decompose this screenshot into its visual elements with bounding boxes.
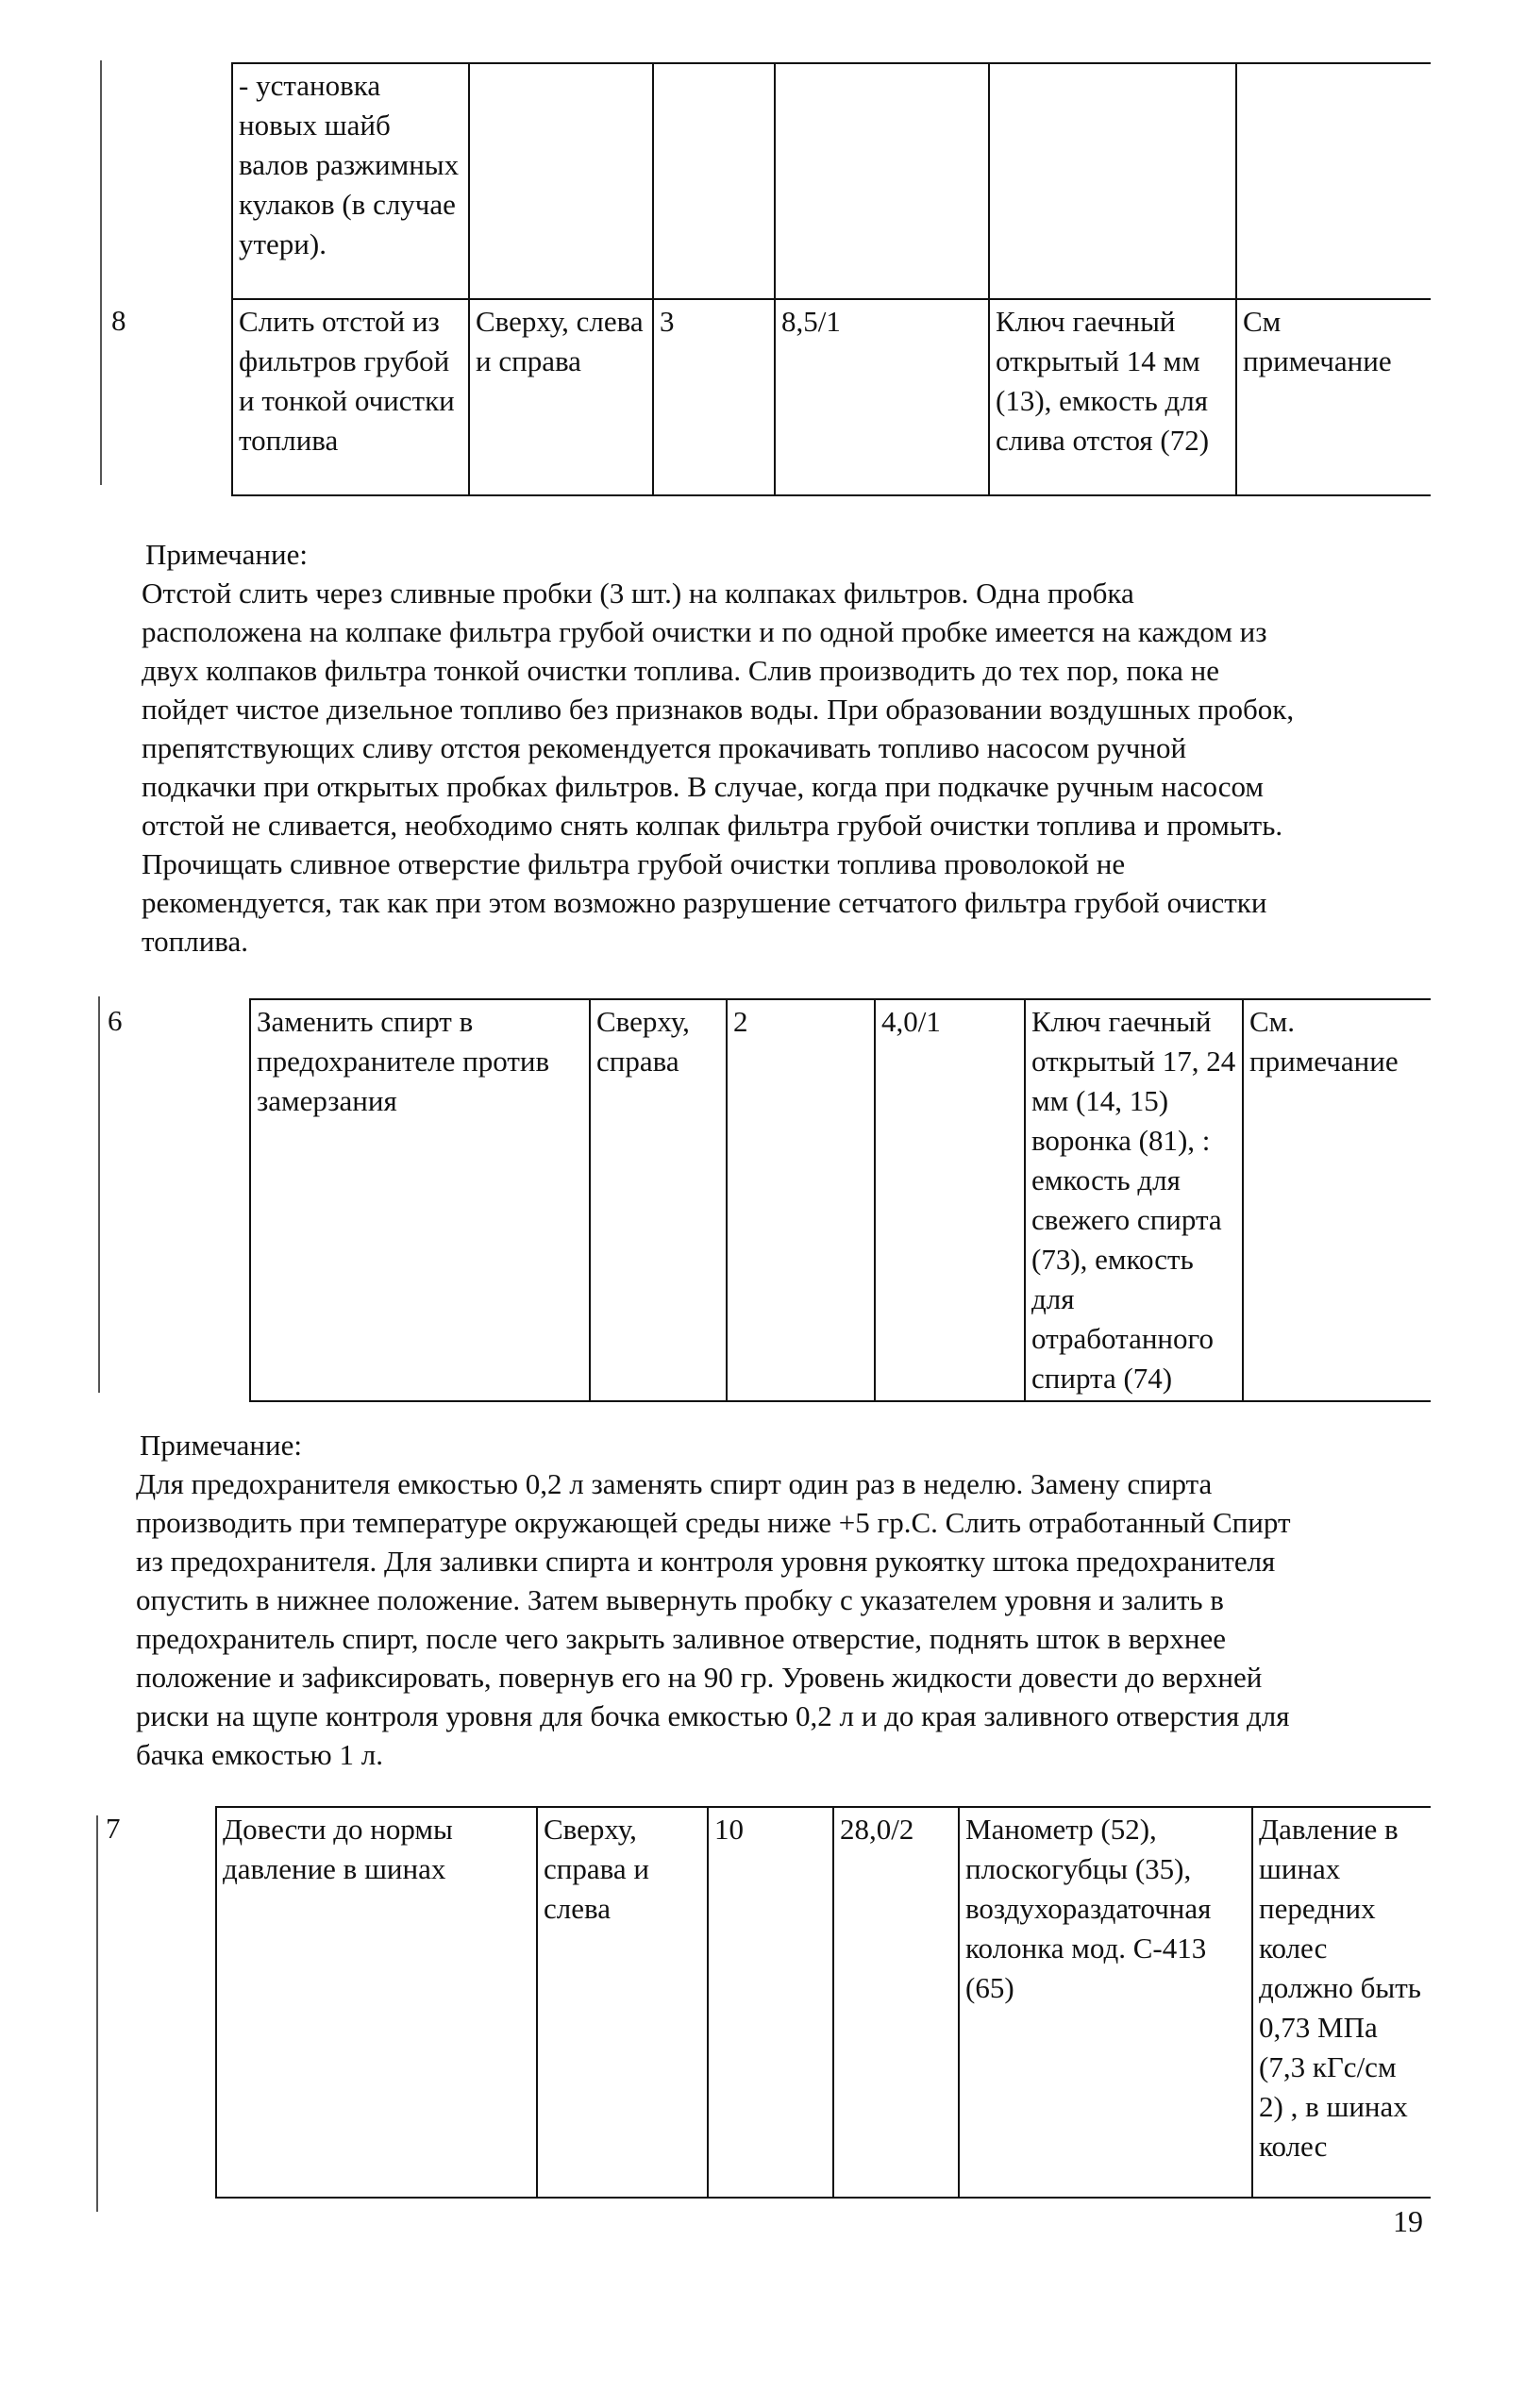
table-row — [94, 999, 1431, 1401]
note-line: отстой не сливается, необходимо снять колпак фильтра грубой очистки топлива и промыть. — [142, 809, 1283, 842]
note-line: риски на щупе контроля уровня для бочка емкостью 0,2 л и до края заливного отверстия для — [136, 1699, 1290, 1732]
operations-table-2 — [94, 998, 1431, 1402]
note-block-2 — [136, 1426, 1291, 1774]
op-count: 10 — [708, 1807, 833, 2198]
op-number: 8 — [98, 299, 232, 495]
op-time: 4,0/1 — [875, 999, 1025, 1401]
op-count: 3 — [653, 299, 775, 495]
note-title: Примечание: — [145, 538, 308, 571]
op-tools: Манометр (52), плоскогубцы (35), воздухораздаточная колонка мод. С-413 (65) — [959, 1807, 1252, 2198]
note-line: опустить в нижнее положение. Затем вывернуть пробку с указателем уровня и залить в — [136, 1583, 1224, 1616]
op-description: Заменить спирт в предохранителе против замерзания — [250, 999, 590, 1401]
operations-table-1 — [98, 62, 1431, 496]
op-number: 7 — [92, 1807, 216, 2198]
operations-table-3 — [92, 1806, 1431, 2199]
op-count: 2 — [727, 999, 875, 1401]
note-line: пойдет чистое дизельное топливо без признаков воды. При образовании воздушных пробок, — [142, 693, 1295, 726]
note-line: рекомендуется, так как при этом возможно разрушение сетчатого фильтра грубой очистки — [142, 886, 1267, 919]
op-tools — [989, 63, 1236, 299]
op-location: Сверху, справа — [590, 999, 727, 1401]
note-line: бачка емкостью 1 л. — [136, 1738, 383, 1771]
table-row — [92, 1807, 1431, 2198]
note-line: из предохранителя. Для заливки спирта и контроля уровня рукоятку штока предохранителя — [136, 1545, 1276, 1578]
page-number: 19 — [1393, 2204, 1423, 2238]
op-time: 28,0/2 — [833, 1807, 959, 2198]
note-line: расположена на колпаке фильтра грубой очистки и по одной пробке имеется на каждом из — [142, 615, 1267, 648]
op-notes: См. примечание — [1243, 999, 1431, 1401]
op-location — [469, 63, 653, 299]
note-line: предохранитель спирт, после чего закрыть заливное отверстие, поднять шток в верхнее — [136, 1622, 1227, 1655]
note-line: Прочищать сливное отверстие фильтра грубой очистки топлива проволокой не — [142, 847, 1126, 880]
op-description: - установка новых шайб валов разжимных кулаков (в случае утери). — [232, 63, 469, 299]
note-line: препятствующих сливу отстоя рекомендуется прокачивать топливо насосом ручной — [142, 731, 1187, 764]
table-row — [98, 299, 1431, 495]
op-tools: Ключ гаечный открытый 14 мм (13), емкость для слива отстоя (72) — [989, 299, 1236, 495]
note-line: подкачки при открытых пробках фильтров. В случае, когда при подкачке ручным насосом — [142, 770, 1265, 803]
op-location: Сверху, слева и справа — [469, 299, 653, 495]
note-line: Для предохранителя емкостью 0,2 л заменять спирт один раз в неделю. Замену спирта — [136, 1467, 1213, 1500]
note-block-1 — [142, 535, 1294, 961]
op-description: Слить отстой из фильтров грубой и тонкой очистки топлива — [232, 299, 469, 495]
note-title: Примечание: — [140, 1429, 302, 1462]
op-description: Довести до нормы давление в шинах — [216, 1807, 537, 2198]
note-line: положение и зафиксировать, повернув его на 90 гр. Уровень жидкости довести до верхней — [136, 1661, 1263, 1694]
op-time — [775, 63, 989, 299]
op-number — [98, 63, 232, 299]
op-notes — [1236, 63, 1431, 299]
table-row — [98, 63, 1431, 299]
op-count — [653, 63, 775, 299]
op-time: 8,5/1 — [775, 299, 989, 495]
note-line: Отстой слить через сливные пробки (3 шт.) на колпаках фильтров. Одна пробка — [142, 577, 1134, 610]
op-tools: Ключ гаечный открытый 17, 24 мм (14, 15) воронка (81), : емкость для свежего спирта (73), емкость для отработанного спирта (74) — [1025, 999, 1243, 1401]
note-line: двух колпаков фильтра тонкой очистки топлива. Слив производить до тех пор, пока не — [142, 654, 1220, 687]
op-notes: См примечание — [1236, 299, 1431, 495]
note-line: производить при температуре окружающей среды ниже +5 гр.С. Слить отработанный Спирт — [136, 1506, 1291, 1539]
op-notes: Давление в шинах передних колес должно быть 0,73 МПа (7,3 кГс/см 2) , в шинах колес — [1252, 1807, 1431, 2198]
op-number: 6 — [94, 999, 250, 1401]
note-line: топлива. — [142, 925, 249, 958]
op-location: Сверху, справа и слева — [537, 1807, 708, 2198]
